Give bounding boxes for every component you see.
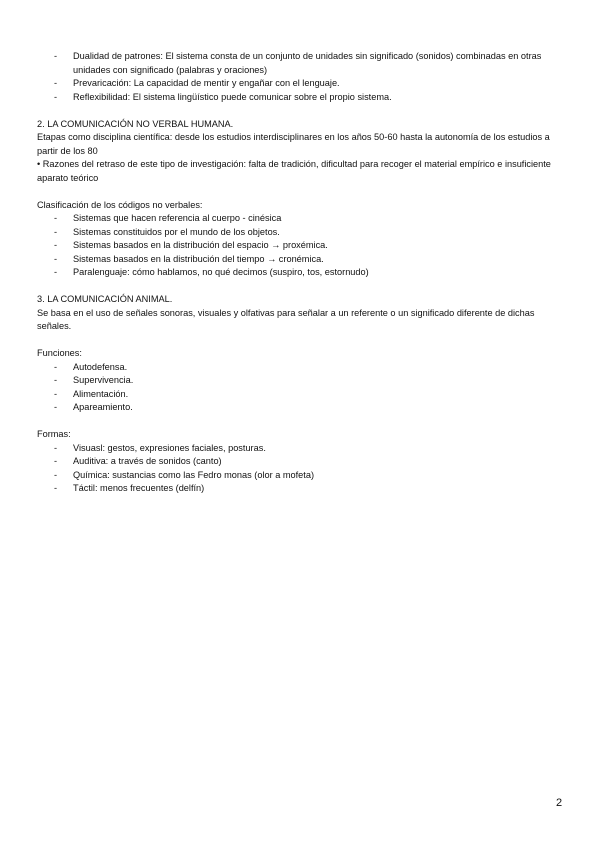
- list-item: - Sistemas que hacen referencia al cuerpo - cinésica: [37, 212, 563, 226]
- list-item: - Sistemas constituidos por el mundo de los objetos.: [37, 226, 563, 240]
- functions-title: Funciones:: [37, 348, 82, 358]
- dash-bullet: -: [54, 402, 58, 412]
- classification-list: [37, 212, 563, 280]
- dash-bullet: -: [54, 91, 58, 102]
- dash-bullet: -: [54, 388, 58, 399]
- page-number: 2: [556, 797, 563, 809]
- section-2-paragraph-2: • Razones del retraso de este tipo de investigación: falta de tradición, dificultad para recoger el material empírico e insuficiente aparato teórico: [37, 159, 551, 183]
- section-2-paragraph-1: Etapas como disciplina científica: desde los estudios interdisciplinares en los años 50-60 hasta la autonomía de los estudios a partir de los 80: [37, 132, 550, 156]
- list-item: - Auditiva: a través de sonidos (canto): [37, 455, 563, 469]
- dash-bullet: -: [54, 267, 58, 277]
- classification-title: Clasificación de los códigos no verbales:: [37, 199, 203, 210]
- section-2-heading: 2. LA COMUNICACIÓN NO VERBAL HUMANA.: [37, 118, 234, 129]
- list-item: - Alimentación.: [37, 388, 563, 402]
- list-item: - Química: sustancias como las Fedro monas (olor a mofeta): [37, 469, 563, 483]
- dash-bullet: -: [54, 226, 58, 237]
- list-item: - Supervivencia.: [37, 374, 563, 388]
- dash-bullet: -: [54, 456, 58, 466]
- dash-bullet: -: [54, 469, 58, 480]
- list-item: - Sistemas basados en la distribución del espacio → proxémica.: [37, 239, 563, 253]
- dash-bullet: -: [54, 253, 58, 264]
- dash-bullet: -: [54, 240, 58, 250]
- list-item: - Visuasl: gestos, expresiones faciales, posturas.: [37, 442, 563, 456]
- dash-bullet: -: [54, 51, 58, 61]
- dash-bullet: -: [54, 442, 58, 453]
- dash-bullet: -: [54, 375, 58, 385]
- list-item: - Dualidad de patrones: El sistema consta de un conjunto de unidades sin significado (sonidos) combinadas en otras unidades con significado (palabras y oraciones): [54, 51, 542, 75]
- intro-list: [37, 50, 563, 104]
- dash-bullet: -: [54, 361, 58, 372]
- section-3-paragraph: Se basa en el uso de señales sonoras, visuales y olfativas para señalar a un referente o un significado diferente de dichas señales.: [37, 307, 535, 331]
- list-item: - Paralenguaje: cómo hablamos, no qué decimos (suspiro, tos, estornudo): [37, 266, 563, 280]
- list-item: - Táctil: menos frecuentes (delfín): [37, 482, 563, 496]
- list-item: - Prevaricación: La capacidad de mentir y engañar con el lenguaje.: [37, 77, 563, 91]
- section-3-heading: 3. LA COMUNICACIÓN ANIMAL.: [37, 294, 173, 304]
- dash-bullet: -: [54, 213, 58, 223]
- list-item: - Sistemas basados en la distribución del tiempo → cronémica.: [37, 253, 563, 267]
- functions-list: [37, 361, 563, 415]
- dash-bullet: -: [54, 483, 58, 493]
- list-item: - Autodefensa.: [37, 361, 563, 375]
- list-item: - Reflexibilidad: El sistema lingüístico puede comunicar sobre el propio sistema.: [37, 91, 563, 105]
- page-content: [37, 50, 563, 496]
- forms-list: [37, 442, 563, 496]
- forms-title: Formas:: [37, 429, 71, 439]
- list-item: - Apareamiento.: [37, 401, 563, 415]
- dash-bullet: -: [54, 78, 58, 88]
